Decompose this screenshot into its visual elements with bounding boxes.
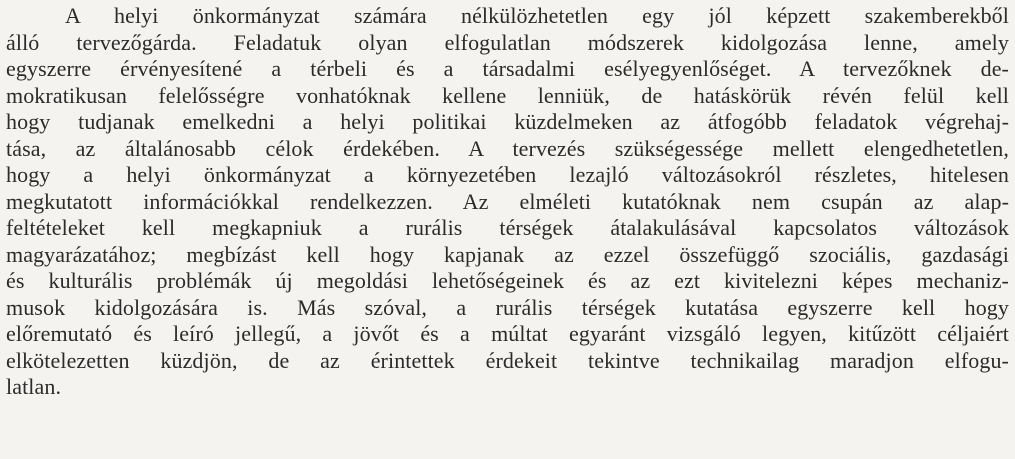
text-line-14: elkötelezetten küzdjön, de az érintettek érdekeit tekintve technikailag maradjon elfogu- xyxy=(6,347,1009,373)
text-line-5: hogy tudjanak emelkedni a helyi politikai küzdelmeken az átfogóbb feladatok végrehaj- xyxy=(6,109,1009,134)
text-line-4: mokratikusan felelősségre vonhatóknak kellene lenniük, de hatáskörük révén felül kell xyxy=(6,82,1009,108)
text-line-10: magyarázatához; megbízást kell hogy kapjanak az ezzel összefüggő szociális, gazdasági xyxy=(6,241,1009,267)
text-line-12: musok kidolgozására is. Más szóval, a rurális térségek kutatása egyszerre kell hogy xyxy=(6,294,1009,320)
text-line-3: egyszerre érvényesítené a térbeli és a társadalmi esélyegyenlőséget. A tervezőknek de- xyxy=(6,56,1009,81)
text-line-13: előremutató és leíró jellegű, a jövőt és a múltat egyaránt vizsgáló legyen, kitűzött céljaiért xyxy=(6,321,1009,346)
text-line-7: hogy a helyi önkormányzat a környezetében lezajló változásokról részletes, hitelesen xyxy=(6,162,1009,187)
text-line-11: és kulturális problémák új megoldási lehetőségeinek és az ezt kivitelezni képes mechaniz- xyxy=(6,268,1009,293)
text-line-15: latlan. xyxy=(6,374,62,399)
text-line-8: megkutatott információkkal rendelkezzen. Az elméleti kutatóknak nem csupán az alap- xyxy=(6,188,1009,214)
body-paragraph xyxy=(6,3,1009,401)
text-line-2: álló tervezőgárda. Feladatuk olyan elfogulatlan módszerek kidolgozása lenne, amely xyxy=(6,29,1009,55)
text-line-9: feltételeket kell megkapniuk a rurális térségek átalakulásával kapcsolatos változások xyxy=(6,215,1009,240)
text-line-6: tása, az általánosabb célok érdekében. A tervezés szükségessége mellett elengedhetetlen, xyxy=(6,135,1009,161)
text-line-1: A helyi önkormányzat számára nélkülözhetetlen egy jól képzett szakemberekből xyxy=(65,3,1009,28)
